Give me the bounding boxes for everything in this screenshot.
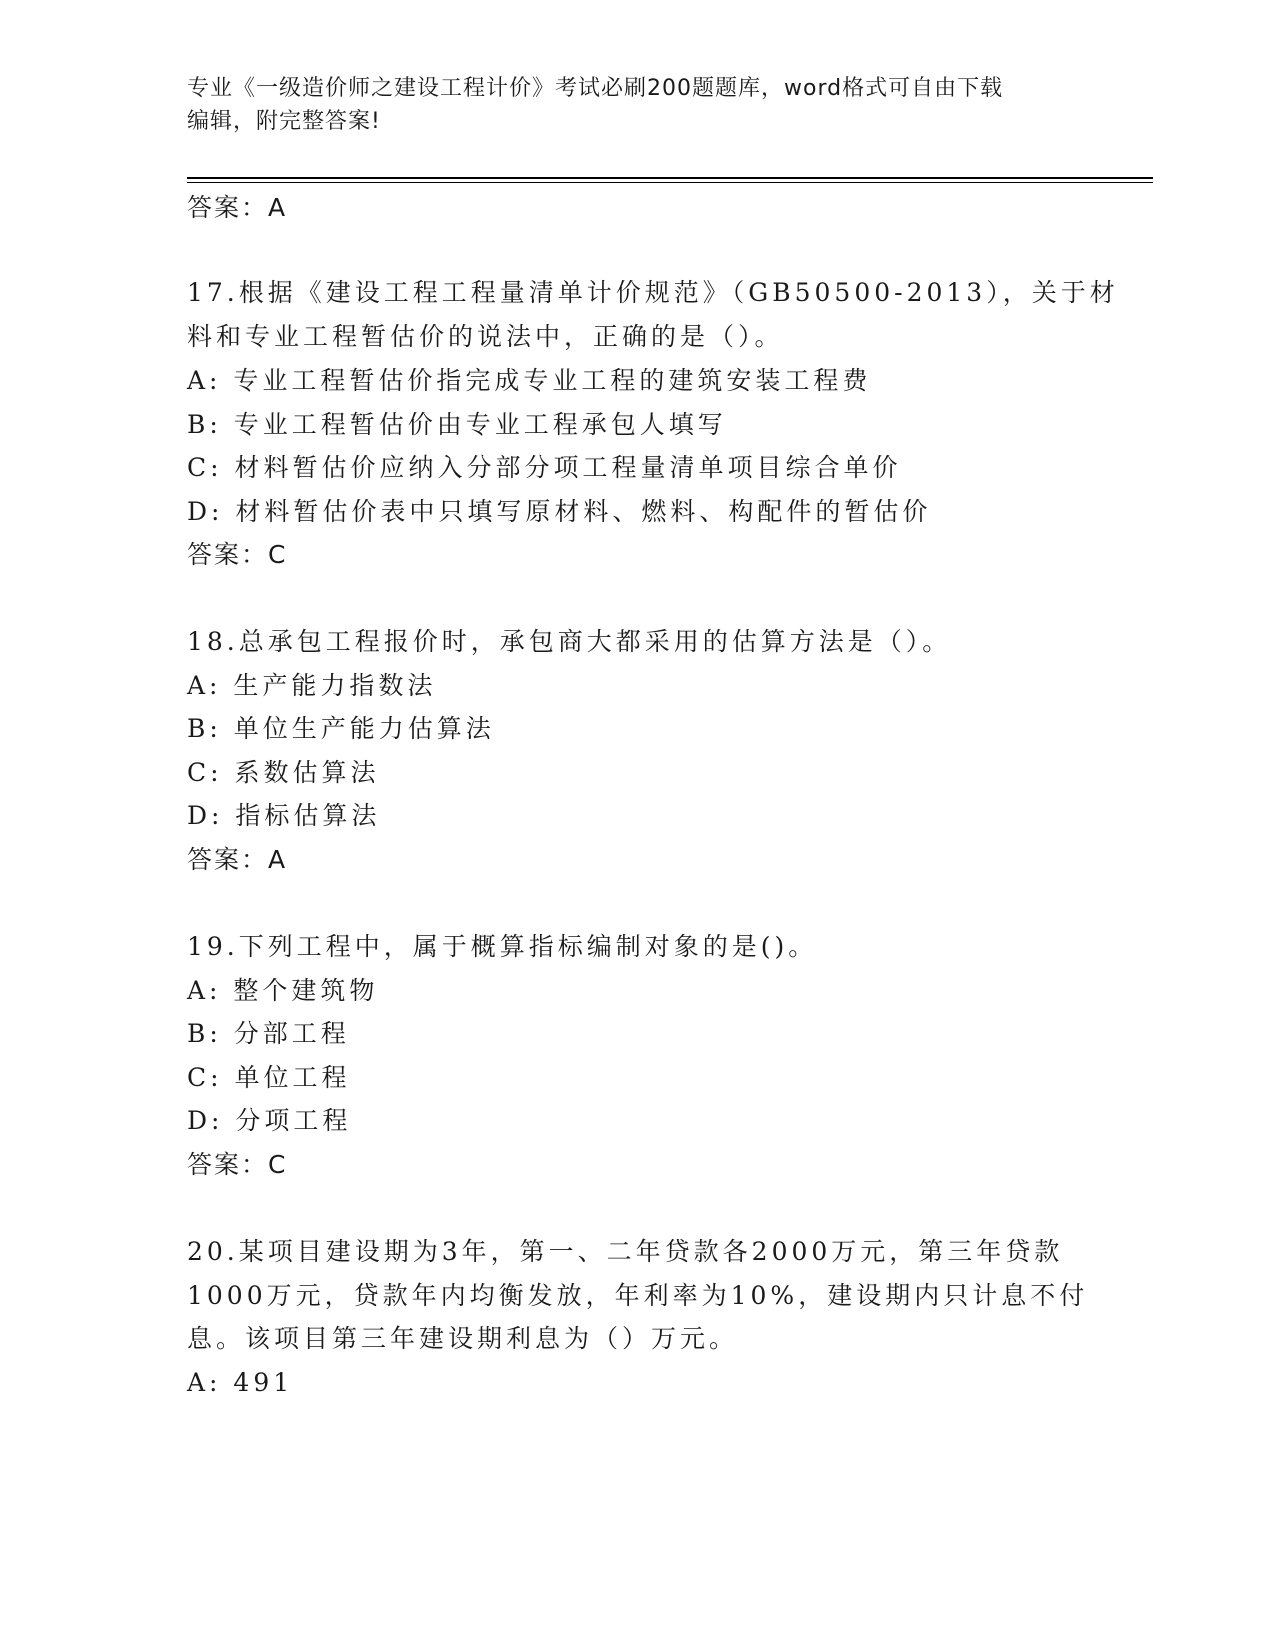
- header-line-2: 编辑，附完整答案!: [187, 109, 381, 134]
- q19-option-c: C: 单位工程: [187, 1063, 351, 1092]
- q19-option-b: B: 分部工程: [187, 1019, 350, 1048]
- q17-option-a: A: 专业工程暂估价指完成专业工程的建筑安装工程费: [187, 366, 872, 395]
- q18-option-d: D: 指标估算法: [187, 801, 381, 830]
- q18-answer: 答案：A: [187, 845, 288, 874]
- q20-option-a: A: 491: [187, 1368, 294, 1397]
- q18-option-a: A: 生产能力指数法: [187, 671, 437, 700]
- q19-option-d: D: 分项工程: [187, 1106, 352, 1135]
- q17-stem-line-2: 料和专业工程暂估价的说法中，正确的是（）。: [187, 322, 784, 351]
- q17-stem-line-1: 17.根据《建设工程工程量清单计价规范》（GB50500-2013），关于材: [187, 278, 1119, 307]
- q17-answer: 答案：C: [187, 540, 288, 569]
- q19-stem-line-1: 19.下列工程中，属于概算指标编制对象的是()。: [187, 932, 818, 961]
- previous-answer: 答案：A: [187, 193, 288, 222]
- q19-option-a: A: 整个建筑物: [187, 976, 379, 1005]
- header-rule-thick: [187, 177, 1153, 179]
- q18-stem-line-1: 18.总承包工程报价时，承包商大都采用的估算方法是（）。: [187, 627, 952, 656]
- q17-option-c: C: 材料暂估价应纳入分部分项工程量清单项目综合单价: [187, 453, 902, 482]
- document-header: [187, 72, 1067, 138]
- q17-option-b: B: 专业工程暂估价由专业工程承包人填写: [187, 410, 727, 439]
- header-line-1: 专业《一级造价师之建设工程计价》考试必刷200题题库，word格式可自由下载: [187, 76, 1004, 101]
- q19-answer: 答案：C: [187, 1150, 288, 1179]
- header-rule-thin: [187, 182, 1153, 183]
- q18-option-b: B: 单位生产能力估算法: [187, 714, 495, 743]
- q17-option-d: D: 材料暂估价表中只填写原材料、燃料、构配件的暂估价: [187, 497, 932, 526]
- q20-stem-line-3: 息。该项目第三年建设期利息为（）万元。: [187, 1324, 739, 1353]
- q20-stem-line-1: 20.某项目建设期为3年，第一、二年贷款各2000万元，第三年贷款: [187, 1237, 1064, 1266]
- q18-option-c: C: 系数估算法: [187, 758, 380, 787]
- q20-stem-line-2: 1000万元，贷款年内均衡发放，年利率为10%，建设期内只计息不付: [187, 1281, 1089, 1310]
